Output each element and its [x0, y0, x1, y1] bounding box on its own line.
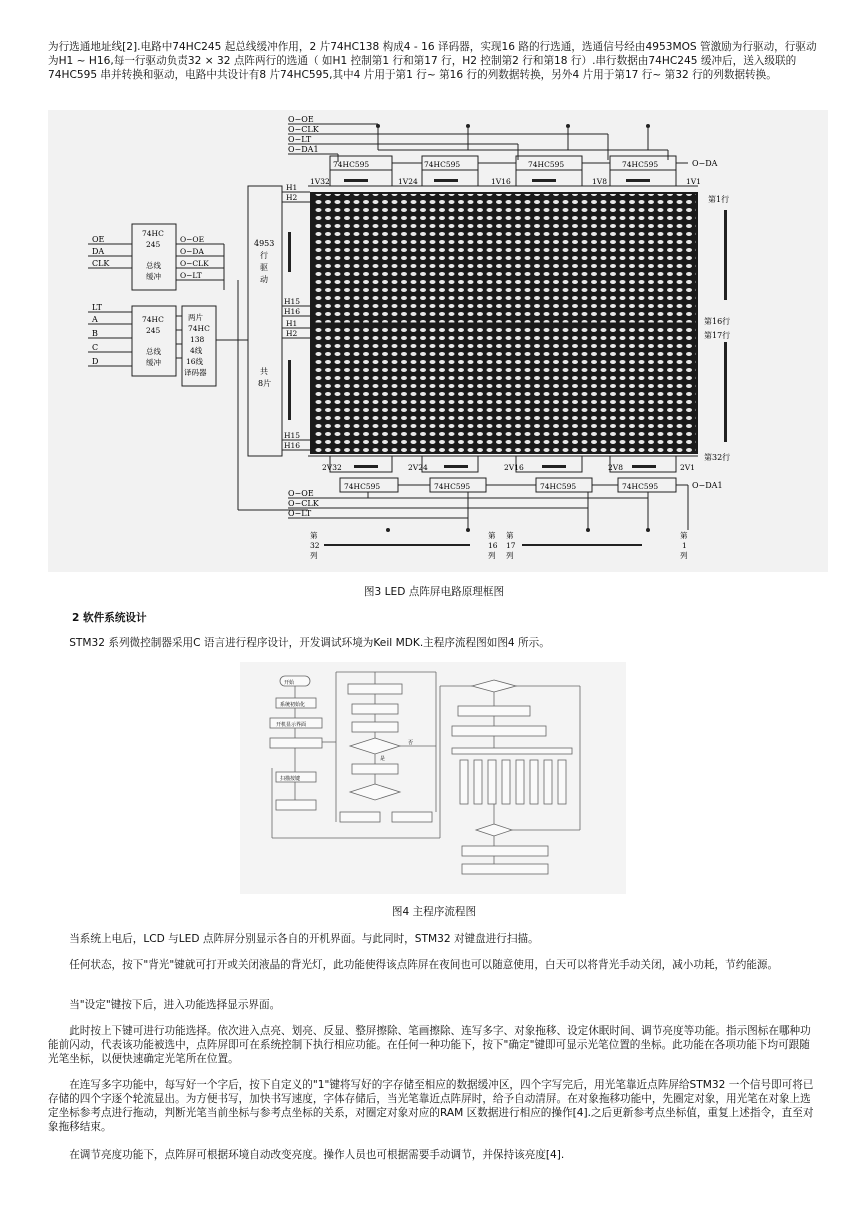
decoder-label-138: 138	[190, 335, 205, 344]
buffer1-out-lt: O−LT	[180, 271, 202, 280]
label-2v32: 2V32	[322, 463, 342, 472]
decoder-label-16line: 16线	[186, 357, 204, 366]
flowchart-yes: 是	[380, 756, 386, 762]
label-top-oe: O−OE	[288, 115, 314, 124]
buffer1-label-245: 245	[146, 240, 161, 249]
body-paragraph-3: 当"设定"键按下后，进入功能选择显示界面。	[69, 999, 281, 1011]
intro-paragraph: 为行选通地址线[2].电路中74HC245 起总线缓冲作用，2 片74HC138 构成4 - 16 译码器，实现16 路的行选通，选通信号经由4953MOS 管激励为行驱动，行驱动为H1 ~ H16,每一行驱动负责32 × 32 点阵两行的选通（ 如H1 控制第1 行和第17 行，H2 控制第2 行和第18 行）.串行数据由74HC245 缓冲后，送入级联的74HC595 串并转换和驱动，电路中共设计有8 片74HC595,其中4 片用于第1 行~ 第16 行的列数据转换，另外4 片用于第17 行~ 第32 行的列数据转换。	[48, 41, 817, 81]
input-d: D	[92, 357, 99, 366]
chip-595-top-1: 74HC595	[333, 160, 370, 169]
input-clk: CLK	[92, 259, 110, 268]
buffer2-label-74hc: 74HC	[142, 315, 164, 324]
chip-595-top-3: 74HC595	[528, 160, 565, 169]
col16-label-b: 16	[488, 541, 498, 550]
chip-595-bottom-3: 74HC595	[540, 482, 577, 491]
col17-label-a: 第	[506, 531, 514, 540]
input-oe: OE	[92, 235, 105, 244]
decoder-label-two: 两片	[188, 313, 203, 322]
section-heading: 2 软件系统设计	[72, 612, 147, 624]
buffer1-label-buffer: 缓冲	[146, 272, 161, 281]
buffer1-out-clk: O−CLK	[180, 259, 209, 268]
label-top-clk: O−CLK	[288, 125, 319, 134]
col16-label-a: 第	[488, 531, 496, 540]
col17-label-b: 17	[506, 541, 516, 550]
col32-label-b: 32	[310, 541, 320, 550]
label-row32: 第32行	[704, 453, 731, 462]
chip-595-top-4: 74HC595	[622, 160, 659, 169]
col1-label-c: 列	[680, 551, 688, 560]
buffer2-label-bus: 总线	[146, 347, 161, 356]
label-2v8: 2V8	[608, 463, 623, 472]
flowchart-init: 系统初始化	[280, 702, 306, 708]
label-2v24: 2V24	[408, 463, 428, 472]
label-bottom-clk: O−CLK	[288, 499, 319, 508]
led-dot-matrix	[310, 192, 698, 454]
input-c: C	[92, 343, 99, 352]
col32-label-a: 第	[310, 531, 318, 540]
chip-595-bottom-1: 74HC595	[344, 482, 381, 491]
label-row17: 第17行	[704, 331, 731, 340]
input-b: B	[92, 329, 98, 338]
figure4-caption: 图4 主程序流程图	[391, 906, 477, 918]
chip-595-top-2: 74HC595	[424, 160, 461, 169]
label-1v8: 1V8	[592, 177, 607, 186]
col32-label-c: 列	[310, 551, 318, 560]
buffer2-label-245: 245	[146, 326, 161, 335]
buffer2-label-buffer: 缓冲	[146, 358, 161, 367]
body-paragraph-5: 在连写多字功能中，每写好一个字后，按下自定义的"1"键将写好的字存储至相应的数据缓冲区，四个字写完后，用光笔靠近点阵屏给STM32 一个信号即可将已存储的四个字逐个轮流显出。为方便书写，加快书写速度，字体存储后，当光笔靠近点阵屏时，给予自动清屏。在对象拖移功能中，先圈定对象，用光笔在对象上选定坐标参考点进行拖动，判断光笔当前坐标与参考点坐标的关系，对圈定对象对应的RAM 区数据进行相应的操作[4].之后更新参考点坐标值，重复上述指令，直至对象拖移结束。	[48, 1079, 814, 1133]
label-bottom-da1: O−DA1	[692, 481, 723, 490]
driver-label-drive2: 动	[260, 275, 268, 284]
label-1v32: 1V32	[310, 177, 330, 186]
chip-595-bottom-2: 74HC595	[434, 482, 471, 491]
label-1v24: 1V24	[398, 177, 418, 186]
label-top-lt: O−LT	[288, 135, 312, 144]
label-h16-b: H16	[284, 441, 301, 450]
section-paragraph: STM32 系列微控制器采用C 语言进行程序设计，开发调试环境为Keil MDK.主程序流程图如图4 所示。	[69, 637, 550, 649]
input-lt: LT	[92, 303, 102, 312]
input-da: DA	[92, 247, 105, 256]
buffer1-label-74hc: 74HC	[142, 229, 164, 238]
label-h1-b: H1	[286, 319, 298, 328]
driver-label-4953: 4953	[254, 239, 275, 248]
body-paragraph-4: 此时按上下键可进行功能选择。依次进入点亮、划亮、反显、整屏擦除、笔画擦除、连写多字、对象拖移、设定休眠时间、调节亮度等功能。指示图标在哪种功能前闪动，代表该功能被选中，点阵屏即可在系统控制下执行相应功能。在任何一种功能下，按下"确定"键即可显示光笔位置的坐标。此功能在各项功能下均可跟随光笔坐标，以便快速确定光笔所在位置。	[48, 1025, 811, 1065]
flowchart-no: 否	[408, 740, 414, 746]
label-bottom-lt: O−LT	[288, 509, 312, 518]
col1-label-b: 1	[682, 541, 687, 550]
flowchart-scan-keys: 扫描按键	[280, 776, 301, 782]
decoder-label-decoder: 译码器	[184, 368, 207, 377]
label-1v16: 1V16	[491, 177, 511, 186]
flowchart-boot-screen: 开机显示界面	[276, 722, 307, 728]
driver-label-8pcs: 8片	[258, 379, 272, 388]
label-2v16: 2V16	[504, 463, 524, 472]
driver-label-drive1: 驱	[260, 263, 268, 272]
col1-label-a: 第	[680, 531, 688, 540]
decoder-label-74hc: 74HC	[188, 324, 210, 333]
label-row1: 第1行	[708, 195, 730, 204]
buffer1-out-da: O−DA	[180, 247, 204, 256]
label-bottom-oe: O−OE	[288, 489, 314, 498]
body-paragraph-6: 在调节亮度功能下，点阵屏可根据环境自动改变亮度。操作人员也可根据需要手动调节，并保持该亮度[4].	[69, 1149, 565, 1161]
flowchart-start: 开始	[284, 680, 295, 686]
body-paragraph-2: 任何状态，按下"背光"键就可打开或关闭液晶的背光灯，此功能使得该点阵屏在夜间也可以随意使用，白天可以将背光手动关闭，减小功耗，节约能源。	[69, 959, 779, 971]
col17-label-c: 列	[506, 551, 514, 560]
label-1v1: 1V1	[686, 177, 701, 186]
buffer1-out-oe: O−OE	[180, 235, 205, 244]
main-program-flowchart	[240, 662, 626, 894]
label-row16: 第16行	[704, 317, 731, 326]
label-h2-b: H2	[286, 329, 298, 338]
label-top-da1: O−DA1	[288, 145, 319, 154]
decoder-label-4line: 4线	[190, 346, 203, 355]
label-h1-a: H1	[286, 183, 298, 192]
figure3-caption: 图3 LED 点阵屏电路原理框图	[363, 586, 505, 598]
label-h2-a: H2	[286, 193, 298, 202]
col16-label-c: 列	[488, 551, 496, 560]
buffer1-label-bus: 总线	[146, 261, 161, 270]
label-2v1: 2V1	[680, 463, 695, 472]
driver-label-total: 共	[260, 367, 268, 376]
label-h15-a: H15	[284, 297, 301, 306]
driver-label-row: 行	[260, 251, 268, 260]
chip-595-bottom-4: 74HC595	[622, 482, 659, 491]
input-a: A	[92, 315, 98, 324]
body-paragraph-1: 当系统上电后，LCD 与LED 点阵屏分别显示各自的开机界面。与此同时，STM32 对键盘进行扫描。	[69, 933, 539, 945]
label-h15-b: H15	[284, 431, 301, 440]
label-h16-a: H16	[284, 307, 301, 316]
led-matrix-circuit-diagram	[48, 110, 828, 572]
label-top-da: O−DA	[692, 159, 718, 168]
